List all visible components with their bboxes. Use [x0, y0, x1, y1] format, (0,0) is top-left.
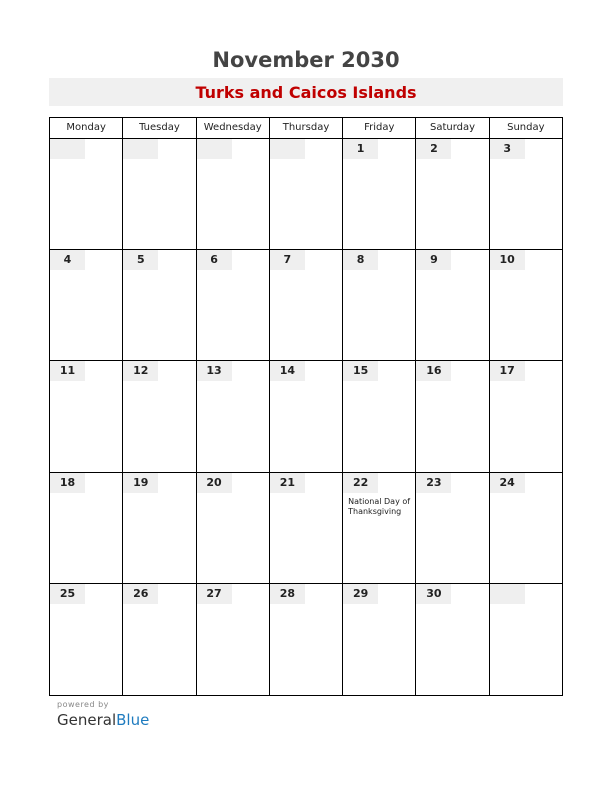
day-cell: [489, 473, 562, 583]
day-number: 25: [50, 584, 85, 604]
day-number: 4: [50, 250, 85, 270]
day-cell: [50, 139, 122, 249]
day-cell: [342, 250, 415, 360]
day-cell: [122, 361, 195, 471]
day-cell: [269, 250, 342, 360]
calendar-grid: [49, 117, 563, 696]
weekday-monday: Monday: [66, 122, 106, 133]
logo-general-text: General: [57, 711, 117, 729]
day-number: 7: [270, 250, 305, 270]
day-cell: [122, 473, 195, 583]
country-banner: [49, 78, 563, 106]
day-cell: [415, 584, 488, 695]
day-number: 14: [270, 361, 305, 381]
day-cell: [269, 361, 342, 471]
day-cell: [489, 250, 562, 360]
day-number: 2: [416, 139, 451, 159]
day-number: 17: [490, 361, 525, 381]
day-cell: [342, 584, 415, 695]
weekday-tuesday: Tuesday: [122, 118, 195, 138]
week-row: [50, 473, 562, 584]
weekday-friday: Friday: [342, 118, 415, 138]
day-number: [490, 584, 525, 604]
day-number: 1: [343, 139, 378, 159]
day-number: 26: [123, 584, 158, 604]
day-number: 30: [416, 584, 451, 604]
day-cell: [489, 361, 562, 471]
day-cell: [342, 361, 415, 471]
weeks-container: [50, 139, 562, 695]
day-cell: [196, 139, 269, 249]
day-number: 9: [416, 250, 451, 270]
day-cell: [415, 361, 488, 471]
day-cell: [50, 250, 122, 360]
day-number: 28: [270, 584, 305, 604]
day-cell: [50, 361, 122, 471]
day-number: 11: [50, 361, 85, 381]
day-cell: [269, 584, 342, 695]
day-number: [270, 139, 305, 159]
day-cell: [50, 584, 122, 695]
powered-by-text: powered by: [57, 700, 109, 709]
day-cell: [196, 584, 269, 695]
day-number: 13: [197, 361, 232, 381]
weekday-thursday: Thursday: [269, 118, 342, 138]
day-number: [50, 139, 85, 159]
day-number: 23: [416, 473, 451, 493]
day-cell: [122, 584, 195, 695]
day-number: 16: [416, 361, 451, 381]
day-number: 15: [343, 361, 378, 381]
country-name: Turks and Caicos Islands: [195, 83, 417, 102]
day-cell: [196, 361, 269, 471]
weekday-wednesday: Wednesday: [196, 118, 269, 138]
weekday-saturday: Saturday: [415, 118, 488, 138]
day-number: 18: [50, 473, 85, 493]
day-cell: [269, 473, 342, 583]
generalblue-branding: [57, 700, 149, 729]
day-number: 19: [123, 473, 158, 493]
day-cell: [415, 139, 488, 249]
day-number: 29: [343, 584, 378, 604]
day-number: 21: [270, 473, 305, 493]
day-cell: [489, 584, 562, 695]
day-number: 6: [197, 250, 232, 270]
day-cell: [489, 139, 562, 249]
day-number: 10: [490, 250, 525, 270]
day-cell: [269, 139, 342, 249]
day-number: 20: [197, 473, 232, 493]
weekday-sunday: Sunday: [489, 118, 562, 138]
generalblue-logo[interactable]: [57, 711, 149, 729]
weekday-header-row: [50, 118, 562, 139]
day-number: 27: [197, 584, 232, 604]
day-number: 22: [343, 473, 378, 493]
day-cell: [415, 250, 488, 360]
day-number: [123, 139, 158, 159]
holiday-label: National Day of Thanksgiving: [348, 496, 411, 516]
day-cell: [342, 473, 415, 583]
day-number: 8: [343, 250, 378, 270]
day-number: 12: [123, 361, 158, 381]
day-cell: [50, 473, 122, 583]
day-cell: [342, 139, 415, 249]
day-number: 24: [490, 473, 525, 493]
logo-blue-text: Blue: [116, 711, 150, 729]
week-row: [50, 250, 562, 361]
week-row: [50, 584, 562, 695]
day-cell: [122, 139, 195, 249]
day-number: 3: [490, 139, 525, 159]
calendar-title: November 2030: [212, 48, 400, 72]
day-cell: [415, 473, 488, 583]
day-cell: [196, 250, 269, 360]
week-row: [50, 361, 562, 472]
day-cell: [122, 250, 195, 360]
day-number: 5: [123, 250, 158, 270]
day-number: [197, 139, 232, 159]
day-cell: [196, 473, 269, 583]
week-row: [50, 139, 562, 250]
